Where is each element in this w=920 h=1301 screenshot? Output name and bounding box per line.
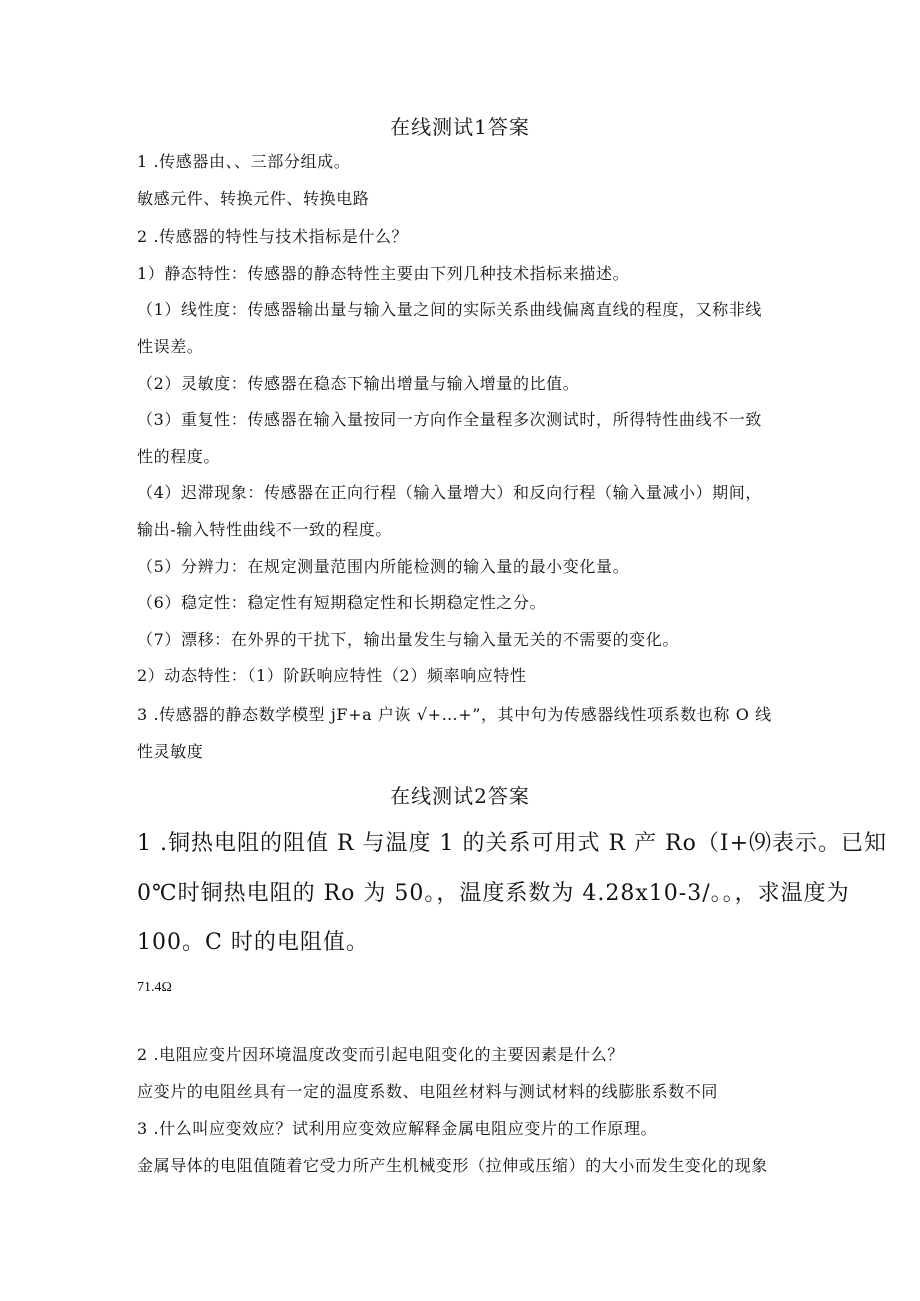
question-3: 3 .什么叫应变效应？试利用应变效应解释金属电阻应变片的工作原理。 [137, 1119, 658, 1138]
answer-line: （6）稳定性：稳定性有短期稳定性和长期稳定性之分。 [137, 593, 547, 612]
answer-line: 2）动态特性：（1）阶跃响应特性（2）频率响应特性 [137, 666, 527, 685]
answer-1: 71.4Ω [137, 980, 172, 995]
answer-line: 1）静态特性：传感器的静态特性主要由下列几种技术指标来描述。 [137, 264, 630, 283]
question-1: 1 .传感器由、、三部分组成。 [137, 152, 351, 171]
answer-3: 性灵敏度 [137, 742, 204, 761]
answer-line: （4）迟滞现象：传感器在正向行程（输入量增大）和反向行程（输入量减小）期间， [137, 483, 762, 502]
question-1-line: 1 .铜热电阻的阻值 R 与温度 1 的关系可用式 R 产 Ro（I+⑼表示。已知 [137, 831, 887, 856]
question-3: 3 .传感器的静态数学模型 jF+a 户诙 √+…+”，其中句为传感器线性项系数也称 O 线 [137, 705, 772, 724]
answer-line: （1）线性度：传感器输出量与输入量之间的实际关系曲线偏离直线的程度，又称非线 [137, 300, 762, 319]
answer-2: 应变片的电阻丝具有一定的温度系数、电阻丝材料与测试材料的线膨胀系数不同 [137, 1082, 719, 1101]
answer-line: 性误差。 [137, 337, 204, 356]
answer-line: 性的程度。 [137, 447, 221, 466]
answer-3: 金属导体的电阻值随着它受力所产生机械变形（拉伸或压缩）的大小而发生变化的现象 [137, 1156, 768, 1175]
question-2: 2 .传感器的特性与技术指标是什么？ [137, 227, 409, 246]
answer-1: 敏感元件、转换元件、转换电路 [137, 189, 370, 208]
answer-line: 输出-输入特性曲线不一致的程度。 [137, 520, 393, 539]
question-2: 2 .电阻应变片因环境温度改变而引起电阻变化的主要因素是什么？ [137, 1045, 624, 1064]
question-1-line: 0℃时铜热电阻的 Ro 为 50。，温度系数为 4.28x10-3/。。，求温度为 [137, 881, 850, 906]
answer-line: （3）重复性：传感器在输入量按同一方向作全量程多次测试时，所得特性曲线不一致 [137, 410, 762, 429]
section-title-test-2: 在线测试2答案 [390, 784, 530, 808]
answer-line: （7）漂移：在外界的干扰下，输出量发生与输入量无关的不需要的变化。 [137, 630, 679, 649]
answer-line: （2）灵敏度：传感器在稳态下输出增量与输入增量的比值。 [137, 374, 580, 393]
answer-line: （5）分辨力：在规定测量范围内所能检测的输入量的最小变化量。 [137, 557, 630, 576]
question-1-line: 100。C 时的电阻值。 [137, 930, 369, 955]
section-title-test-1: 在线测试1答案 [390, 115, 530, 139]
